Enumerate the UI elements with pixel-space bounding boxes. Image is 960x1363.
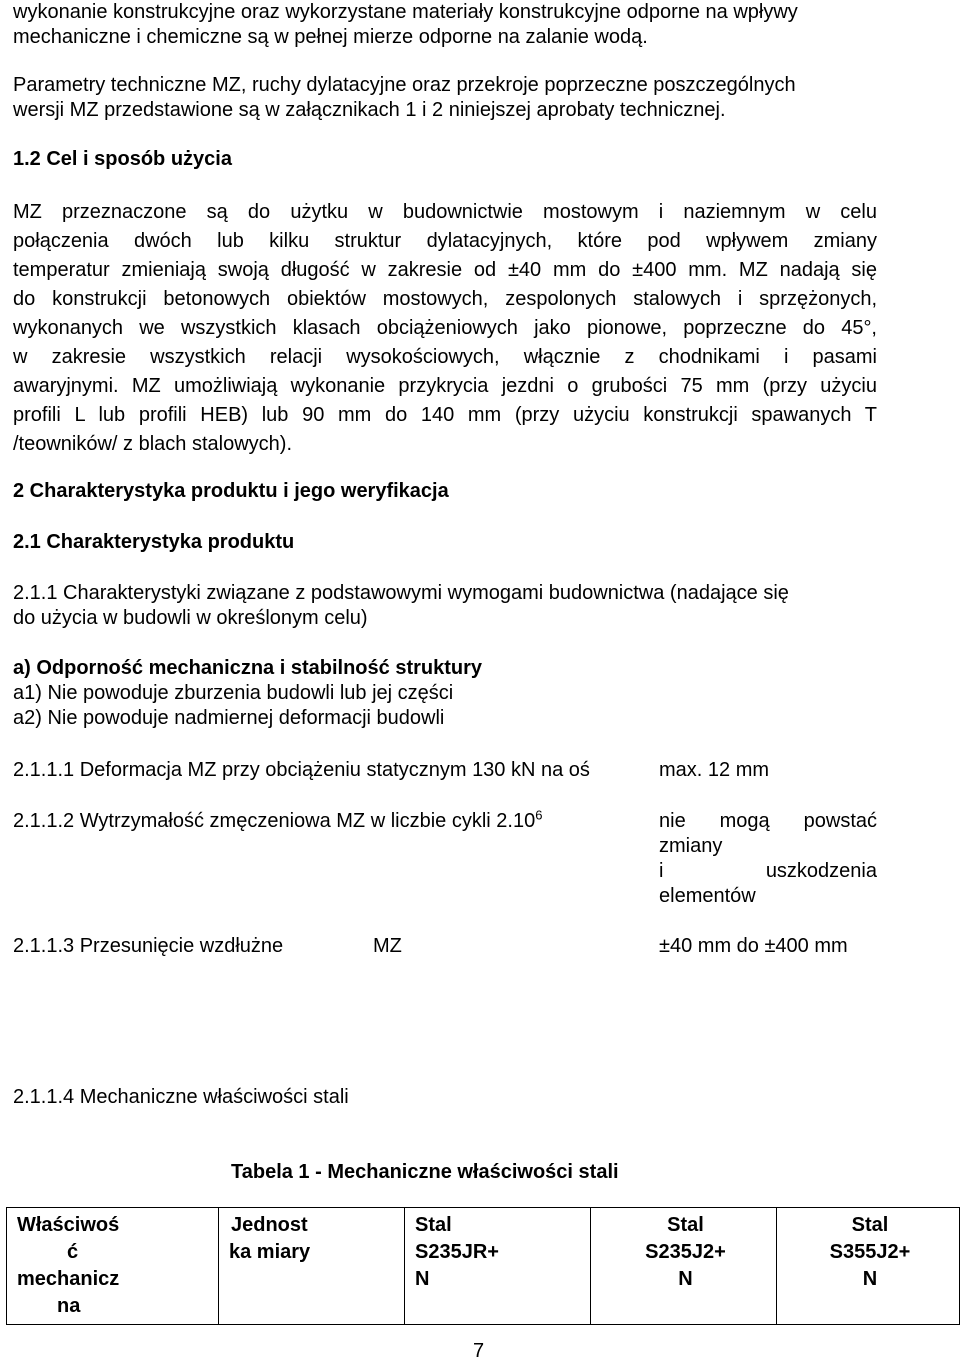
item-2111-label: 2.1.1.1 Deformacja MZ przy obciążeniu statycznym 130 kN na oś [13, 759, 590, 781]
table-caption: Tabela 1 - Mechaniczne właściwości stali [231, 1161, 619, 1183]
header-s235jr: Stal S235JR+ N [405, 1208, 591, 1325]
sec-2-1-1-line-2: do użycia w budowli w określonym celu) [13, 607, 368, 629]
item-2112-value-line-1: nie mogą powstać [659, 810, 877, 832]
purpose-line-7: awaryjnymi. MZ umożliwiają wykonanie przykrycia jezdni o grubości 75 mm (przy użyciu [13, 375, 877, 397]
requirement-a1: a1) Nie powoduje zburzenia budowli lub jej części [13, 682, 454, 704]
item-2113-value: ±40 mm do ±400 mm [659, 935, 848, 957]
sec-2-1-1-line-1: 2.1.1 Charakterystyki związane z podstawowymi wymogami budownictwa (nadające się [13, 582, 789, 604]
header-unit: Jednost ka miary [219, 1208, 405, 1325]
item-2112-value-line-3: i uszkodzenia [659, 860, 877, 882]
purpose-line-3: temperatur zmieniają swoją długość w zakresie od ±40 mm do ±400 mm. MZ nadają się [13, 259, 877, 281]
page-number: 7 [473, 1340, 485, 1362]
mechanical-properties-table [6, 1207, 960, 1325]
purpose-line-5: wykonanych we wszystkich klasach obciążeniowych jako pionowe, poprzeczne do 45°, [13, 317, 877, 339]
intro-line-2: mechaniczne i chemiczne są w pełnej mierze odporne na zalanie wodą. [13, 26, 648, 48]
item-2112-label-row [13, 809, 542, 834]
item-2113-label: 2.1.1.3 Przesunięcie wzdłużne [13, 935, 284, 957]
item-2112-exponent: 6 [535, 807, 543, 823]
item-2112-value-line-4: elementów [659, 885, 756, 907]
item-2112-label: 2.1.1.2 Wytrzymałość zmęczeniowa MZ w liczbie cykli 2.10 [13, 810, 536, 832]
purpose-line-2: połączenia dwóch lub kilku struktur dylatacyjnych, które pod wpływem zmiany [13, 230, 877, 252]
header-s235j2: Stal S235J2+ N [591, 1208, 777, 1325]
item-2114-label: 2.1.1.4 Mechaniczne właściwości stali [13, 1086, 349, 1108]
header-property: Właściwoś ć mechanicz na [7, 1208, 219, 1325]
header-s355j2: Stal S355J2+ N [777, 1208, 960, 1325]
item-2112-value [659, 809, 877, 909]
params-line-1: Parametry techniczne MZ, ruchy dylatacyjne oraz przekroje poprzeczne poszczególnych [13, 74, 796, 96]
heading-2-1: 2.1 Charakterystyka produktu [13, 531, 295, 553]
item-2111-value: max. 12 mm [659, 759, 770, 781]
purpose-line-4: do konstrukcji betonowych obiektów mostowych, zespolonych stalowych i sprzężonych, [13, 288, 877, 310]
table-header-row [7, 1208, 960, 1325]
item-2113-mz: MZ [373, 935, 402, 957]
heading-2: 2 Charakterystyka produktu i jego weryfikacja [13, 480, 449, 502]
purpose-line-6: w zakresie wszystkich relacji wysokościowych, włącznie z chodnikami i pasami [13, 346, 877, 368]
purpose-line-1: MZ przeznaczone są do użytku w budownictwie mostowym i naziemnym w celu [13, 201, 877, 223]
requirement-a2: a2) Nie powoduje nadmiernej deformacji budowli [13, 707, 445, 729]
requirement-a-heading: a) Odporność mechaniczna i stabilność struktury [13, 657, 483, 679]
params-line-2: wersji MZ przedstawione są w załącznikach 1 i 2 niniejszej aprobaty technicznej. [13, 99, 726, 121]
heading-1-2: 1.2 Cel i sposób użycia [13, 148, 232, 170]
purpose-line-8: profili L lub profili HEB) lub 90 mm do 140 mm (przy użyciu konstrukcji spawanych T [13, 404, 877, 426]
intro-line-1: wykonanie konstrukcyjne oraz wykorzystane materiały konstrukcyjne odporne na wpływy [13, 1, 798, 23]
item-2112-value-line-2: zmiany [659, 835, 723, 857]
purpose-line-9: /teowników/ z blach stalowych). [13, 433, 293, 455]
